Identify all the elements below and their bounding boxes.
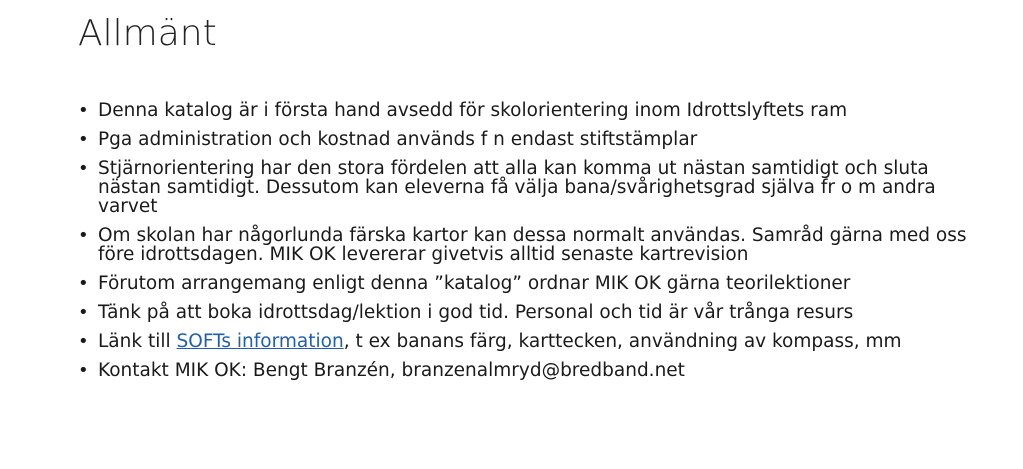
bullet-text: Förutom arrangemang enligt denna ”katalog” ordnar MIK OK gärna teorilektioner <box>98 273 851 294</box>
bullet-dot-icon: • <box>78 273 89 294</box>
bullet-item-link <box>78 332 978 351</box>
bullet-text: Pga administration och kostnad används f n endast stiftstämplar <box>98 129 698 150</box>
bullet-dot-icon: • <box>78 100 89 121</box>
bullet-text-suffix: , t ex banans färg, karttecken, användning av kompass, mm <box>343 331 902 352</box>
slide-title: Allmänt <box>78 13 217 54</box>
bullet-dot-icon: • <box>78 225 89 246</box>
bullet-text: Tänk på att boka idrottsdag/lektion i god tid. Personal och tid är vår trånga resurs <box>98 302 854 323</box>
softs-information-link[interactable]: SOFTs information <box>176 331 344 352</box>
bullet-dot-icon: • <box>78 158 89 179</box>
bullet-list <box>78 101 978 390</box>
bullet-item <box>78 159 978 216</box>
bullet-text: Stjärnorientering har den stora fördelen att alla kan komma ut nästan samtidigt och sluta nästan samtidigt. Dessutom kan eleverna få välja bana/svårighetsgrad själva fr o m andra varvet <box>98 158 936 217</box>
bullet-item <box>78 101 978 120</box>
bullet-text: Om skolan har någorlunda färska kartor kan dessa normalt användas. Samråd gärna med oss före idrottsdagen. MIK OK levererar givetvis alltid senaste kartrevision <box>98 225 967 265</box>
bullet-dot-icon: • <box>78 302 89 323</box>
bullet-dot-icon: • <box>78 129 89 150</box>
bullet-dot-icon: • <box>78 360 89 381</box>
bullet-item <box>78 226 978 264</box>
bullet-text-prefix: Länk till <box>98 331 177 352</box>
bullet-item <box>78 303 978 322</box>
bullet-item <box>78 361 978 380</box>
bullet-item <box>78 274 978 293</box>
bullet-item <box>78 130 978 149</box>
bullet-dot-icon: • <box>78 331 89 352</box>
bullet-text: Denna katalog är i första hand avsedd för skolorientering inom Idrottslyftets ram <box>98 100 848 121</box>
bullet-text: Kontakt MIK OK: Bengt Branzén, branzenalmryd@bredband.net <box>98 360 685 381</box>
